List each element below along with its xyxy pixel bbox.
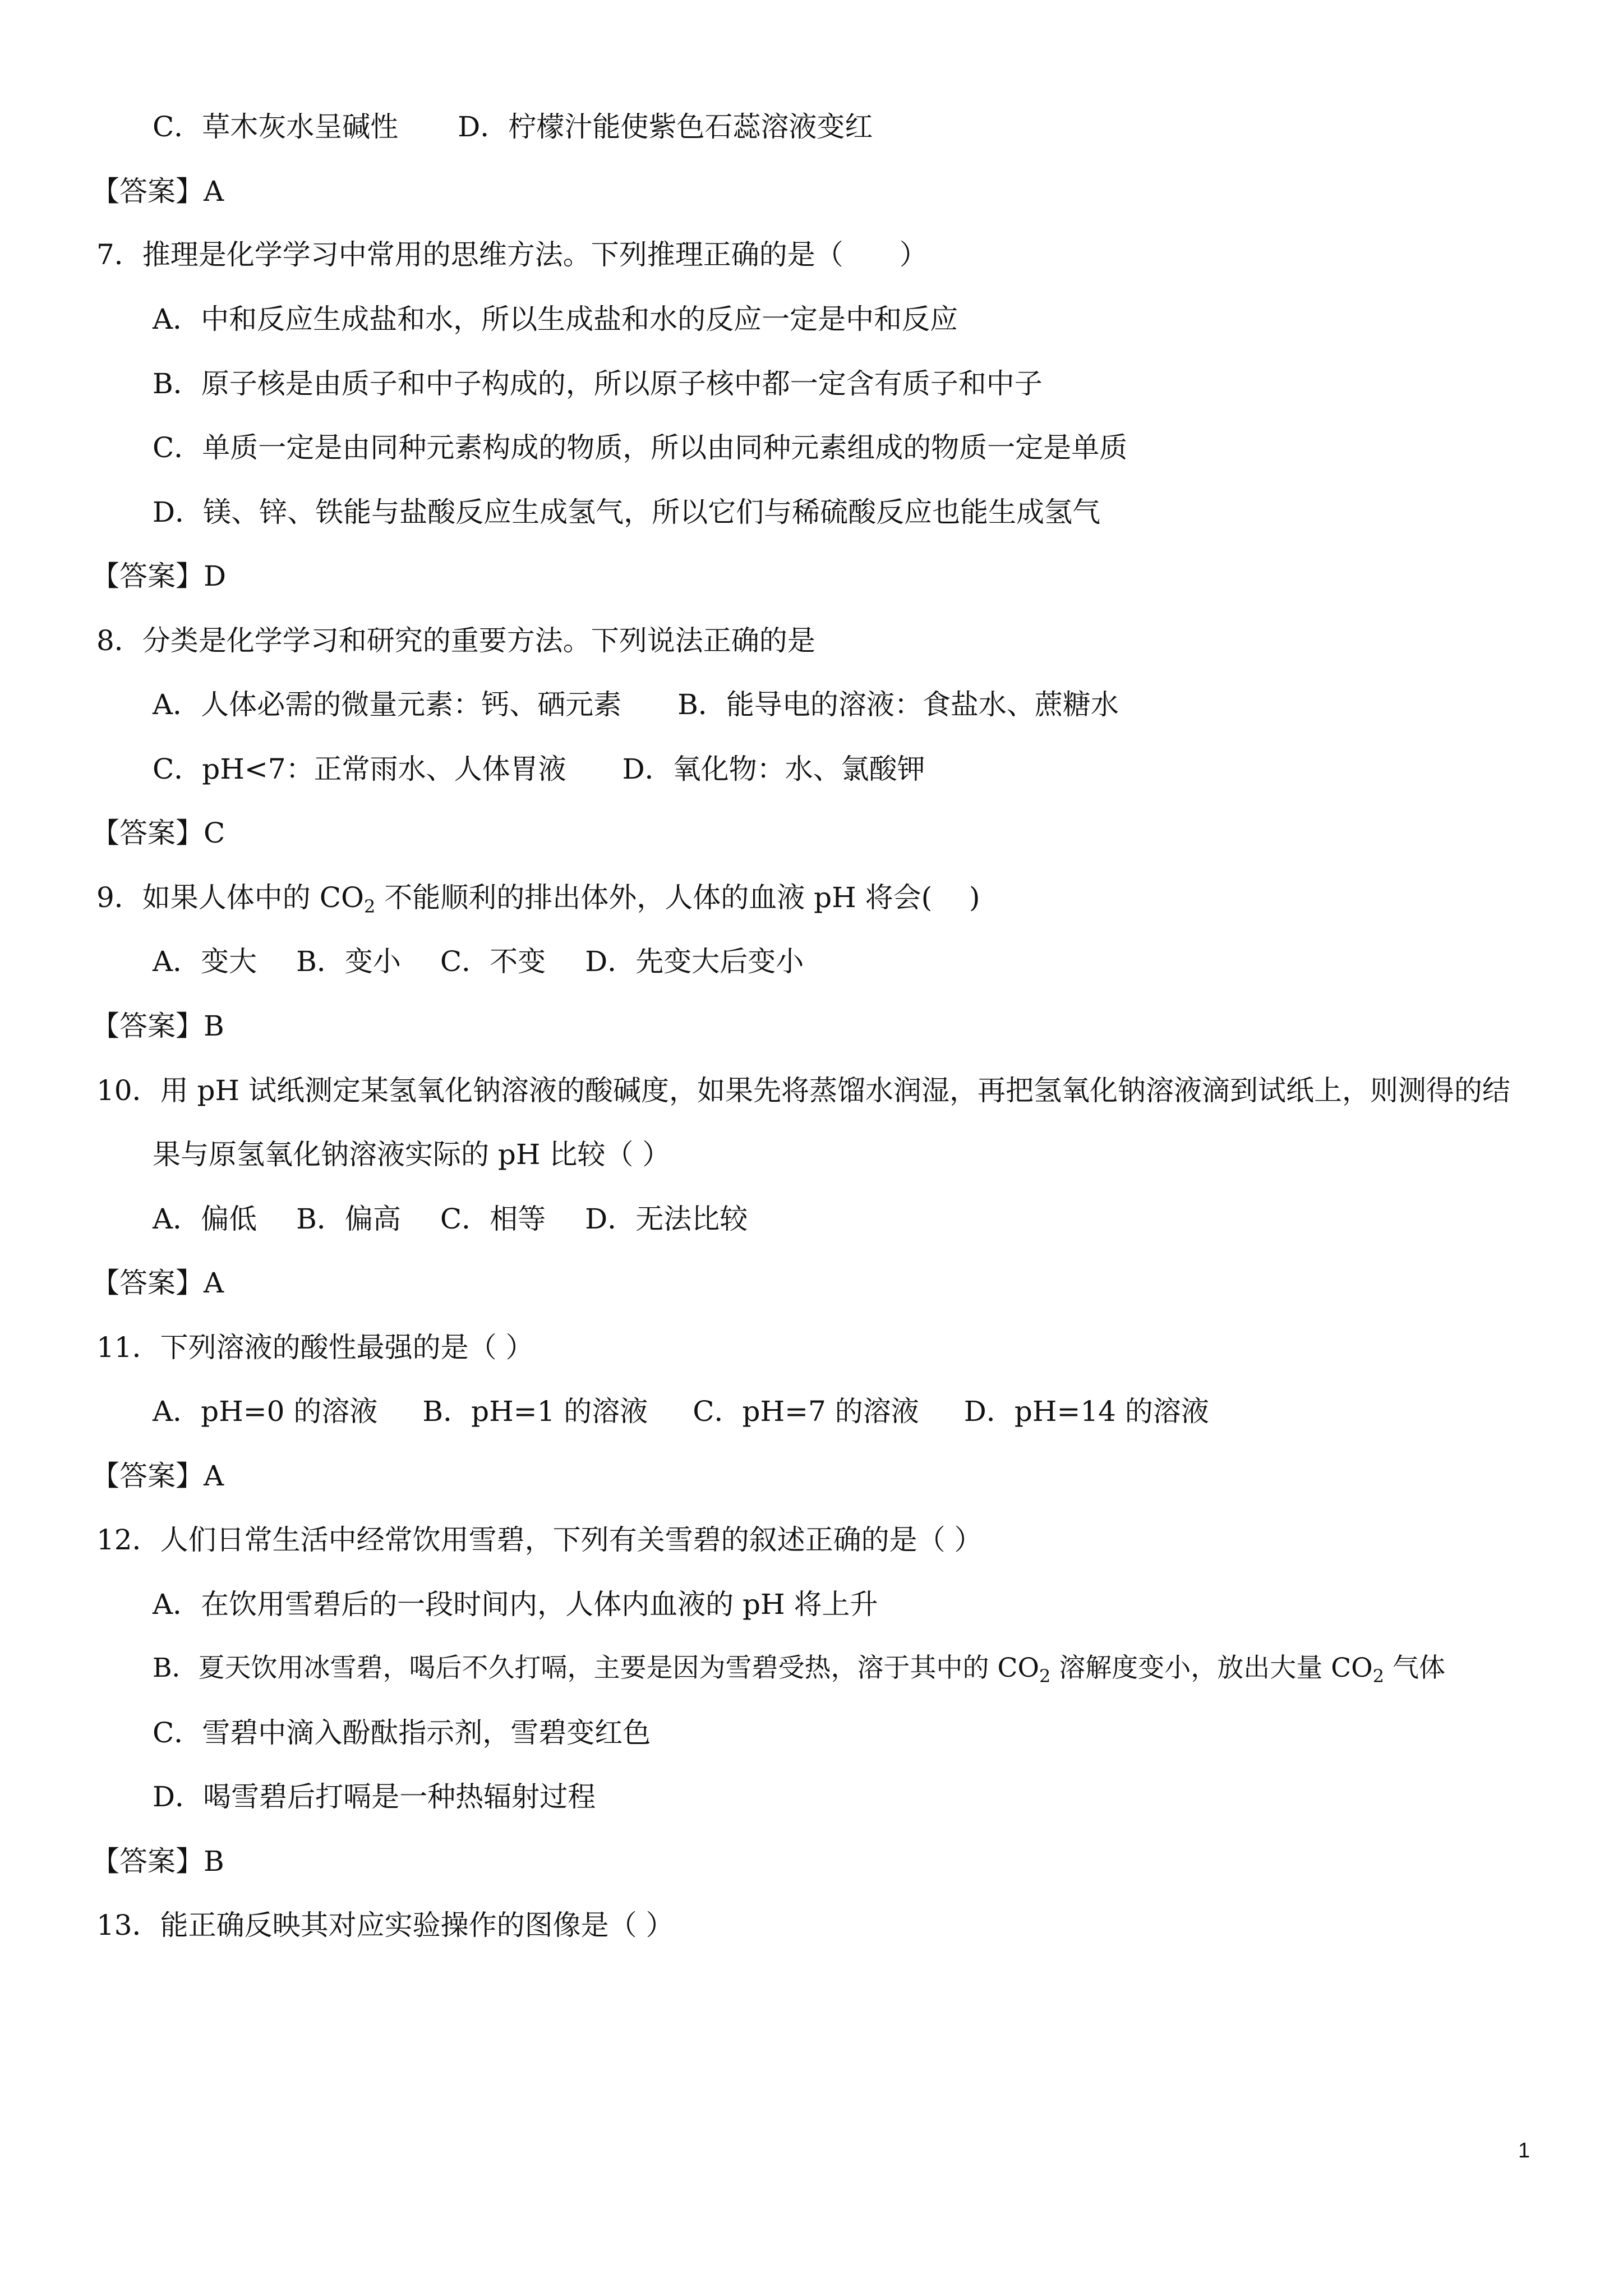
q8-option-d: D．氧化物：水、氯酸钾: [622, 753, 925, 785]
q10-stem-line-2: 果与原氢氧化钠溶液实际的 pH 比较（ ）: [153, 1138, 671, 1171]
q7-option-c: C．单质一定是由同种元素构成的物质，所以由同种元素组成的物质一定是单质: [153, 431, 1128, 464]
q9-stem-after: 不能顺利的排出体外，人体的血液 pH 将会( ): [375, 881, 980, 914]
q11-stem: 11．下列溶液的酸性最强的是（ ）: [96, 1331, 534, 1364]
q7-stem: 7．推理是化学学习中常用的思维方法。下列推理正确的是（ ）: [96, 238, 928, 271]
q8-option-b: B．能导电的溶液：食盐水、蔗糖水: [677, 688, 1119, 721]
q10-option-a: A．偏低: [153, 1203, 257, 1235]
q11-option-c: C．pH=7 的溶液: [693, 1395, 919, 1428]
q13-stem: 13．能正确反映其对应实验操作的图像是（ ）: [96, 1909, 674, 1941]
page-number: 1: [1518, 2139, 1530, 2162]
q12-answer: 【答案】B: [91, 1845, 224, 1878]
q10-answer: 【答案】A: [91, 1267, 224, 1299]
q9-co2-subscript: 2: [363, 896, 376, 917]
q10-options-line: [153, 1202, 748, 1236]
q8-options-line-2: [153, 752, 925, 786]
q6-option-c: C．草木灰水呈碱性: [153, 111, 399, 143]
q12-option-a: A．在饮用雪碧后的一段时间内，人体内血液的 pH 将上升: [153, 1588, 878, 1621]
q6-options-line: [153, 110, 873, 144]
q8-option-a: A．人体必需的微量元素：钙、硒元素: [153, 688, 622, 721]
q6-answer: 【答案】A: [91, 175, 224, 208]
q8-option-c: C．pH<7：正常雨水、人体胃液: [153, 753, 566, 785]
q7-option-d: D．镁、锌、铁能与盐酸反应生成氢气，所以它们与稀硫酸反应也能生成氢气: [153, 496, 1101, 528]
q11-option-d: D．pH=14 的溶液: [963, 1395, 1209, 1428]
q10-option-d: D．无法比较: [585, 1203, 748, 1235]
q12-option-d: D．喝雪碧后打嗝是一种热辐射过程: [153, 1780, 596, 1813]
q12-option-b-part-2: 溶解度变小，放出大量 CO: [1050, 1653, 1373, 1683]
q10-option-c: C．相等: [440, 1203, 546, 1235]
q11-options-line: [153, 1395, 1209, 1428]
q9-answer: 【答案】B: [91, 1010, 224, 1042]
q9-option-c: C．不变: [440, 945, 546, 978]
q12-stem: 12．人们日常生活中经常饮用雪碧，下列有关雪碧的叙述正确的是（ ）: [96, 1524, 983, 1556]
q8-options-line-1: [153, 688, 1119, 721]
q12-co2-subscript-2: 2: [1372, 1665, 1385, 1687]
q8-answer: 【答案】C: [91, 817, 225, 849]
q9-options-line: [153, 945, 804, 978]
q12-option-c: C．雪碧中滴入酚酞指示剂，雪碧变红色: [153, 1717, 651, 1749]
q12-option-b: [153, 1651, 1445, 1685]
q9-stem: [96, 881, 980, 917]
q7-answer: 【答案】D: [91, 560, 227, 592]
q11-answer: 【答案】A: [91, 1460, 224, 1492]
q11-option-a: A．pH=0 的溶液: [153, 1395, 378, 1428]
q10-stem-line-1: 10．用 pH 试纸测定某氢氧化钠溶液的酸碱度，如果先将蒸馏水润湿，再把氢氧化钠溶液滴到试纸上，则测得的结: [96, 1074, 1511, 1107]
q12-co2-subscript-1: 2: [1039, 1665, 1051, 1687]
q12-option-b-part-1: B．夏天饮用冰雪碧，喝后不久打嗝，主要是因为雪碧受热，溶于其中的 CO: [153, 1653, 1039, 1683]
q9-stem-before: 9．如果人体中的 CO: [96, 881, 364, 914]
q7-option-a: A．中和反应生成盐和水，所以生成盐和水的反应一定是中和反应: [153, 303, 958, 335]
q7-option-b: B．原子核是由质子和中子构成的，所以原子核中都一定含有质子和中子: [153, 367, 1043, 400]
q9-option-b: B．变小: [296, 945, 401, 978]
q8-stem: 8．分类是化学学习和研究的重要方法。下列说法正确的是: [96, 624, 815, 657]
q9-option-d: D．先变大后变小: [585, 945, 804, 978]
q6-option-d: D．柠檬汁能使紫色石蕊溶液变红: [458, 111, 873, 143]
q11-option-b: B．pH=1 的溶液: [422, 1395, 648, 1428]
q10-option-b: B．偏高: [296, 1203, 401, 1235]
q12-option-b-part-3: 气体: [1384, 1653, 1446, 1683]
q9-option-a: A．变大: [153, 945, 257, 978]
